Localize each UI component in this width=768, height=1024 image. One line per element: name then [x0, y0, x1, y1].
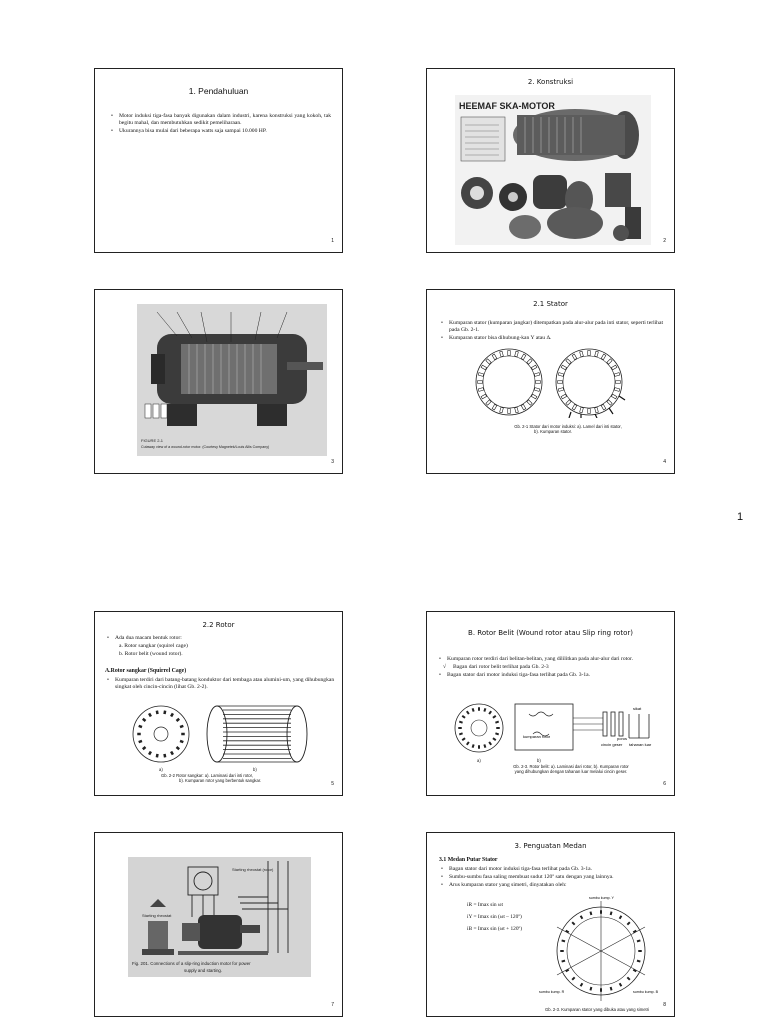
slot [478, 745, 480, 749]
slot [478, 373, 483, 377]
figure-caption: Gb. 2-3. Kumparan stator yang dibuka atau yang simetri [545, 1007, 650, 1012]
figure-label: FIGURE 2-1 [141, 438, 164, 443]
slot [492, 737, 496, 741]
slot [163, 754, 166, 758]
slot [610, 987, 613, 991]
photo-label: HEEMAF SKA-MOTOR [459, 101, 555, 111]
figure-caption: supply and starting. [184, 968, 223, 973]
slot [462, 737, 466, 741]
axis-label: sumbu kump. Y [589, 896, 614, 900]
slot [148, 751, 152, 755]
slot [637, 960, 641, 963]
slot [459, 732, 463, 735]
slot [600, 910, 602, 914]
bullet-list [105, 677, 335, 692]
figure-label: a) [159, 767, 163, 772]
figure-label: b) [253, 767, 257, 772]
wound-rotor-diagram [453, 700, 663, 756]
slot [527, 359, 532, 364]
slot [495, 732, 499, 735]
slot [478, 381, 483, 384]
slide-6 [426, 611, 675, 796]
slot [561, 394, 567, 399]
slot [492, 354, 497, 360]
slot [580, 407, 584, 412]
slot [534, 388, 539, 392]
slot [571, 977, 575, 981]
slot [558, 388, 563, 392]
slot [508, 351, 511, 356]
slide-1 [94, 68, 343, 253]
slot [588, 351, 591, 356]
slot [566, 400, 571, 405]
slot [142, 718, 146, 722]
slot [170, 751, 174, 755]
slot [536, 381, 541, 384]
slot [560, 950, 564, 952]
figure-label: a) [477, 758, 481, 763]
slot [534, 373, 539, 377]
slot [521, 354, 526, 360]
slot [580, 915, 583, 919]
caption-line: b). Kumparan stator. [534, 429, 572, 434]
slot [588, 409, 591, 414]
slot [176, 718, 180, 722]
bullet: • Kumparan terdiri dari batang-batang konduktor dari tembaga atau alumini-um, yang dihubungkan singkat oleh cincin-cincin (lihat Gb. 2-2). [105, 677, 335, 691]
diagram-label: tahanan luar [629, 742, 652, 747]
slot [531, 394, 537, 399]
page-number: 1 [737, 511, 744, 523]
slot [607, 400, 612, 405]
slot [180, 740, 184, 744]
slot [527, 400, 532, 405]
slot [614, 373, 619, 377]
slot [462, 715, 466, 719]
slot [181, 733, 185, 736]
slot [466, 711, 470, 715]
section-heading: 3.1 Medan Putar Stator [439, 857, 498, 863]
slot [459, 721, 463, 724]
diagram-label: kumparan rotor [523, 734, 551, 739]
figure-caption: Cutaway view of a wound-rotor motor. (Courtesy Magnetek/Louis Allis Company) [141, 445, 270, 449]
slide-number: 1 [331, 238, 334, 244]
caption-line: Gb. 2-2 Rotor sangkar: a). Laminasi dari inti rotor, [161, 773, 253, 778]
slot [611, 365, 617, 370]
slot [607, 359, 612, 364]
slot [619, 983, 622, 987]
axis-label: sumbu kump. R [539, 990, 565, 994]
slot [566, 359, 571, 364]
bullet: • Ada dua macam bentuk rotor: [105, 635, 335, 642]
rotating-field-diagram [539, 893, 659, 1005]
slot [580, 983, 583, 987]
caption-line: yang dihubungkan dengan tahanan luar melalui cincin geser. [514, 769, 628, 774]
slide-number: 3 [331, 459, 334, 465]
slot [481, 394, 487, 399]
figure-caption [483, 424, 653, 434]
slot [486, 359, 491, 364]
slot [515, 407, 519, 412]
slot [478, 707, 480, 711]
slot [176, 746, 180, 750]
slot [137, 733, 141, 736]
bullet: • Sumbu-sumbu fasa saling membuat sudut 120º satu dengan yang lainnya. [439, 874, 669, 881]
slot [500, 407, 504, 412]
slot [148, 713, 152, 717]
slide-number: 2 [663, 238, 666, 244]
slot [488, 741, 492, 745]
slot [558, 373, 563, 377]
stator-diagram [471, 346, 631, 418]
slot [508, 409, 511, 414]
slot [500, 351, 504, 356]
slide-title: 2.1 Stator [533, 300, 568, 308]
section-heading: A.Rotor sangkar (Squirrel Cage) [105, 668, 187, 674]
slot [472, 744, 475, 748]
sub-item: b. Rotor belit (wound rotor). [119, 651, 183, 657]
diagram-label: cincin geser [601, 742, 623, 747]
bullet-list [437, 656, 667, 680]
figure-label: Starting rheostat [142, 913, 172, 918]
slide-title: 3. Penguatan Medan [514, 842, 587, 850]
slot [142, 746, 146, 750]
bullet: • Motor induksi tiga-fasa banyak digunakan dalam industri, karena konstruksi yang kokoh, tak begitu mahal, dan membutuhkan sedikit pemeliharaan. [109, 113, 331, 127]
bullet-list [439, 320, 665, 343]
equation-list [467, 899, 522, 935]
slide-number: 4 [663, 459, 666, 465]
bullet-list [109, 113, 331, 136]
sub-item: a. Rotor sangkar (squirel cage) [119, 643, 188, 649]
slide-2 [426, 68, 675, 253]
slide-number: 8 [663, 1002, 666, 1008]
bullet: • Arus kumparan stator yang simetri, dinyatakan oleh: [439, 882, 669, 889]
slot [601, 354, 606, 360]
slide-number: 7 [331, 1002, 334, 1008]
slot [466, 741, 470, 745]
slot [619, 915, 622, 919]
slot [495, 721, 499, 724]
slide-7 [94, 832, 343, 1017]
slot [170, 713, 174, 717]
figure-caption: Fig. 201. Connections of a slip-ring induction motor for power [132, 961, 251, 966]
caption-line: Gb. 2-3. Rotor belit: a). Laminasi dari rotor, b). Kumparan rotor [513, 764, 629, 769]
slot [496, 727, 500, 729]
slot [638, 950, 642, 952]
slot [561, 960, 565, 963]
caption-line: Gb. 2-1 Stator dari motor induksi: a). Lamel dari inti stator, [514, 424, 622, 429]
bullet: • Bagan stator dari motor induksi tiga-fasa terlihat pada Gb. 3-1a. [437, 672, 667, 679]
diagram-label: sikat [633, 706, 642, 711]
equation: iY = Imax sin (ωt – 120º) [467, 914, 522, 920]
slide-3 [94, 289, 343, 474]
figure-label: Starting rheostat (rotor) [232, 867, 274, 872]
slide-4 [426, 289, 675, 474]
slot [156, 710, 159, 714]
slot [180, 725, 184, 729]
slot [163, 710, 166, 714]
caption-line: b). Kumparan rotor yang berbentuk sangkar. [179, 778, 262, 783]
slot [616, 381, 621, 384]
slot [472, 708, 475, 712]
slot [561, 365, 567, 370]
slot [637, 939, 641, 942]
slot [515, 351, 519, 356]
slot [627, 921, 631, 925]
slide-number: 6 [663, 781, 666, 787]
slot [458, 727, 462, 729]
motor-exploded-photo [455, 95, 651, 245]
slot [610, 911, 613, 915]
slide-title: 2.2 Rotor [202, 621, 235, 629]
slide-title: B. Rotor Belit (Wound rotor atau Slip ring rotor) [468, 629, 633, 637]
slot [138, 725, 142, 729]
slot [483, 708, 486, 712]
slot [572, 354, 577, 360]
slide-number: 5 [331, 781, 334, 787]
slot [561, 939, 565, 942]
slot [486, 400, 491, 405]
slide-5 [94, 611, 343, 796]
squirrel-cage-diagram [125, 704, 321, 766]
diagram-label: poros [617, 736, 628, 741]
slot [614, 388, 619, 392]
slide-title: 1. Pendahuluan [188, 86, 249, 96]
slot [601, 404, 606, 410]
slot [571, 921, 575, 925]
slot [572, 404, 577, 410]
slide-8 [426, 832, 675, 1017]
slide-title: 2. Konstruksi [527, 78, 574, 86]
slot [492, 715, 496, 719]
slot [600, 988, 602, 992]
slot [481, 365, 487, 370]
figure-label: b) [537, 758, 541, 763]
bullet: • Bagan stator dari motor induksi tiga-fasa terlihat pada Gb. 3-1a. [439, 866, 669, 873]
slot [521, 404, 526, 410]
slot [558, 381, 563, 384]
slot [483, 744, 486, 748]
check-item: √ Bagan dari rotor belit terlihat pada Gb. 2-3 [437, 664, 667, 671]
slot [478, 388, 483, 392]
slot [589, 987, 592, 991]
equation: iR = Imax sin ωt [467, 902, 503, 908]
slot [138, 740, 142, 744]
figure-caption [161, 773, 331, 783]
slot [492, 404, 497, 410]
bullet: • Kumparan stator bisa dihubung-kan Y atau Δ. [439, 335, 665, 342]
slot [156, 754, 159, 758]
slot [627, 977, 631, 981]
axis-label: sumbu kump. B [633, 990, 658, 994]
bullet: • Kumparan stator (kumparan jangkar) ditempatkan pada alur-alur pada inti stator, seperti terlihat pada Gb. 2-1. [439, 320, 665, 334]
slot [488, 711, 492, 715]
equation: iB = Imax sin (ωt + 120º) [467, 926, 523, 932]
figure-caption [481, 764, 661, 774]
bullet: • Kumparan rotor terdiri dari belitan-belitan, yang dililitkan pada alur-alur dari rotor. [437, 656, 667, 663]
slot [595, 351, 599, 356]
slot [531, 365, 537, 370]
slip-ring-connection-figure [128, 857, 311, 977]
bullet-list [105, 635, 335, 659]
bullet: • Ukurannya bisa mulai dari beberapa watts saja sampai 10.000 HP. [109, 128, 331, 135]
wound-rotor-cutaway-photo [137, 304, 327, 456]
bullet-list [439, 866, 669, 890]
slot [589, 911, 592, 915]
slot [611, 394, 617, 399]
slot [595, 407, 599, 412]
slot [580, 351, 584, 356]
